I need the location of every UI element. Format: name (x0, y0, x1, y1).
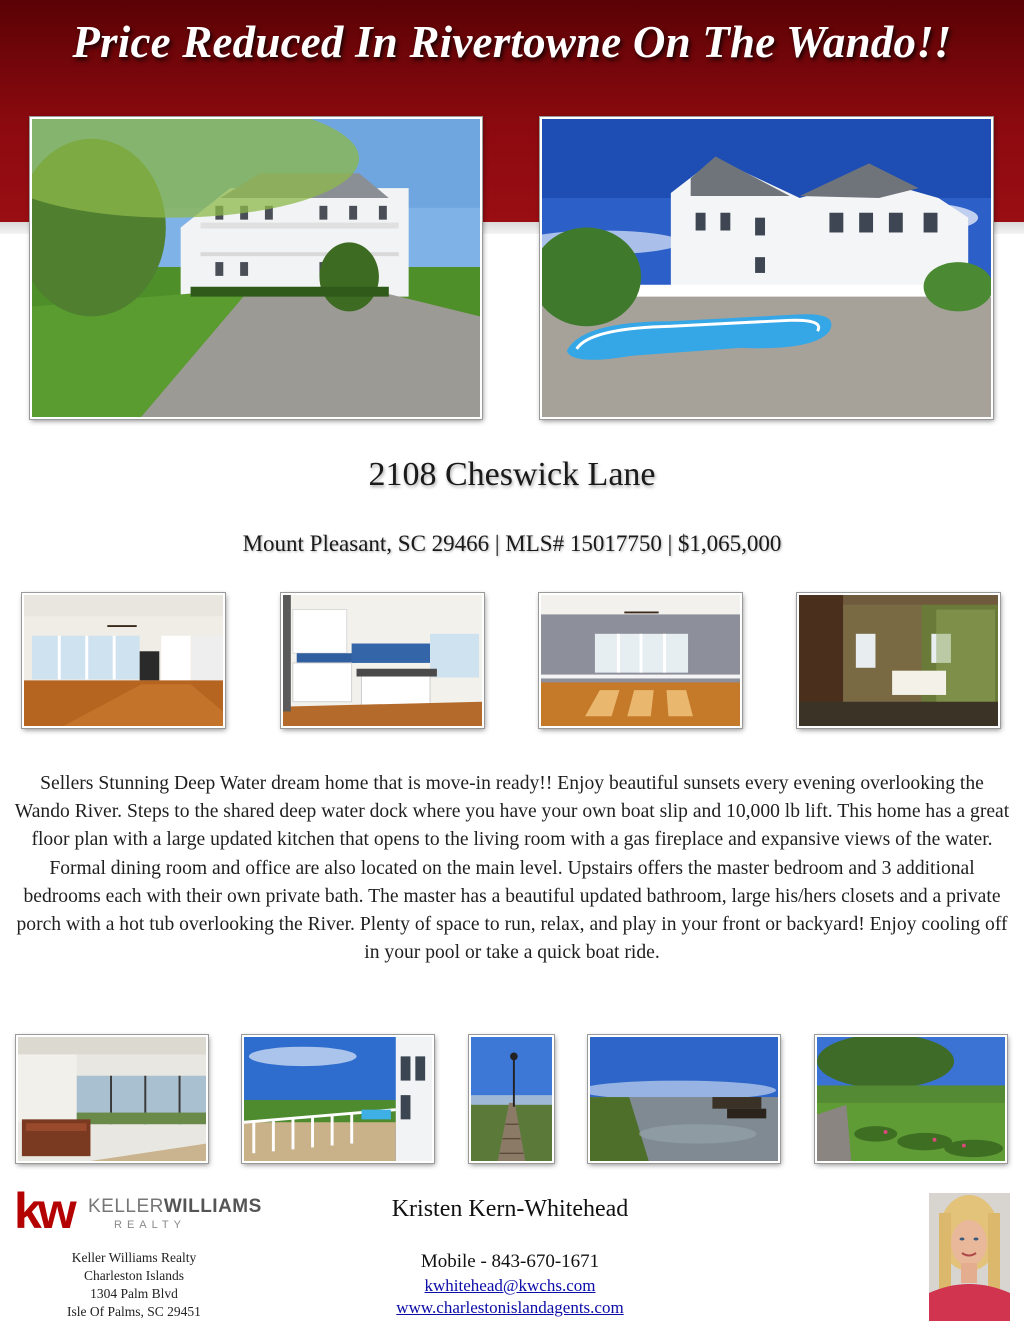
agent-email-link[interactable]: kwhitehead@kwchs.com (424, 1276, 596, 1295)
photo-master-bath (797, 593, 1000, 728)
kw-logo-name (88, 1196, 262, 1218)
photo-front-yard (815, 1035, 1007, 1163)
photo-river-dock (588, 1035, 780, 1163)
photo-master-bedroom (539, 593, 742, 728)
listing-description: Sellers Stunning Deep Water dream home that is move-in ready!! Enjoy beautiful sunsets every evening overlooking the Wando River. Steps to the shared deep water dock where you have your own boat slip and 10,000 lb lift. This home has a great floor plan with a large updated kitchen that opens to the living room with a gas fireplace and expansive views of the water. Formal dining room and office are also located on the main level. Upstairs offers the master bedroom and 3 additional bedrooms each with their own private bath. The master has a beautiful updated bathroom, large his/hers closets and a private porch with a hot tub overlooking the River. Plenty of space to run, relax, and play in your front or backyard! Enjoy cooling off in your pool or take a quick boat ride. (14, 773, 1010, 964)
agent-mobile: Mobile - 843-670-1671 (420, 1251, 600, 1272)
photo-deck-view (242, 1035, 434, 1163)
photo-dock-walkway (469, 1035, 554, 1163)
photo-pool (540, 117, 993, 419)
page-title: Price Reduced In Rivertowne On The Wando!! (72, 17, 952, 67)
agent-name: Kristen Kern-Whitehead (391, 1196, 629, 1222)
listing-location-price: Mount Pleasant, SC 29466 | MLS# 15017750 | $1,065,000 (242, 531, 782, 556)
agent-contact (340, 1249, 680, 1319)
office-line: Isle Of Palms, SC 29451 (67, 1304, 201, 1319)
kw-logo-mark: kw (14, 1183, 73, 1239)
office-line: Charleston Islands (83, 1268, 185, 1283)
keller-williams-logo (14, 1183, 262, 1239)
photo-kitchen (281, 593, 484, 728)
kw-logo-name-bold: WILLIAMS (163, 1196, 262, 1217)
photo-screened-porch (16, 1035, 208, 1163)
photo-living-room (22, 593, 225, 728)
office-line: Keller Williams Realty (71, 1250, 197, 1265)
office-address (34, 1249, 234, 1321)
kw-logo-name-light: KELLER (88, 1196, 164, 1217)
agent-photo (929, 1193, 1010, 1321)
kw-logo-sub: REALTY (114, 1219, 186, 1231)
listing-address: 2108 Cheswick Lane (368, 456, 656, 493)
office-line: 1304 Palm Blvd (90, 1286, 178, 1301)
agent-website-link[interactable]: www.charlestonislandagents.com (396, 1298, 624, 1317)
photo-front-exterior (30, 117, 482, 419)
